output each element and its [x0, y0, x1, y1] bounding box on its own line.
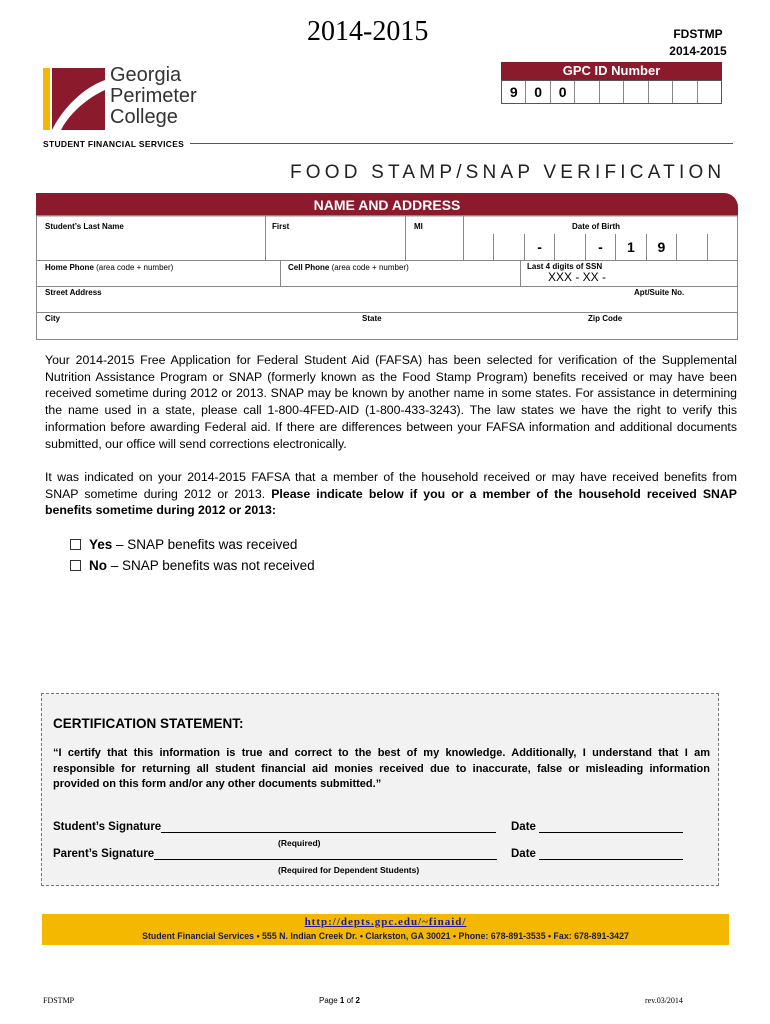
last-name-field[interactable]	[40, 232, 262, 258]
snap-question-plain: It was indicated on your 2014-2015 FAFSA that a member of the household received or may have received benefits from SNAP sometime during 2012 or 2013.	[45, 470, 737, 501]
parent-signature-field[interactable]	[154, 847, 497, 860]
home-phone-label-text: Home Phone	[45, 263, 94, 272]
header-divider	[190, 143, 733, 144]
parent-signature-row	[53, 847, 497, 860]
snap-question-paragraph	[45, 469, 737, 519]
parent-date-field[interactable]	[539, 847, 683, 860]
dob-label: Date of Birth	[572, 222, 620, 231]
gpc-id-digit[interactable]	[575, 81, 599, 103]
city-field[interactable]	[40, 324, 350, 338]
dob-cell[interactable]	[676, 234, 706, 260]
form-year-title: 2014-2015	[307, 16, 429, 47]
apt-suite-label: Apt/Suite No.	[634, 288, 685, 297]
yes-text: – SNAP benefits was received	[116, 537, 298, 552]
gpc-id-digit[interactable]	[649, 81, 673, 103]
student-signature-label: Student’s Signature	[53, 821, 162, 833]
certification-title: CERTIFICATION STATEMENT:	[53, 716, 244, 731]
parent-date-label: Date	[511, 848, 536, 860]
gpc-id-digit[interactable]	[698, 81, 721, 103]
street-address-label: Street Address	[45, 288, 102, 297]
form-col-divider	[405, 215, 406, 260]
page-prefix: Page	[319, 996, 340, 1005]
page-number	[319, 996, 360, 1005]
form-row-divider	[36, 260, 738, 261]
student-date-label: Date	[511, 821, 536, 833]
college-logo-icon	[43, 68, 105, 130]
gpc-id-digit[interactable]: 9	[502, 81, 526, 103]
home-phone-field[interactable]	[40, 272, 276, 285]
last-name-label: Student’s Last Name	[45, 222, 124, 231]
dob-cell: 1	[615, 234, 645, 260]
revision-date: rev.03/2014	[645, 996, 683, 1005]
office-address: Student Financial Services • 555 N. Indian Creek Dr. • Clarkston, GA 30021 • Phone: 678-891-3535 • Fax: 678-891-3427	[142, 931, 629, 941]
dob-cell[interactable]	[707, 234, 737, 260]
first-name-field[interactable]	[268, 232, 402, 258]
middle-initial-field[interactable]	[408, 232, 460, 258]
page-of: of	[344, 996, 356, 1005]
form-code-year: 2014-2015	[669, 44, 727, 58]
college-name-line: College	[110, 106, 178, 128]
no-text: – SNAP benefits was not received	[110, 558, 315, 573]
form-row-divider	[36, 312, 738, 313]
section-header-name-address: NAME AND ADDRESS	[36, 193, 738, 215]
college-name	[110, 65, 197, 128]
page-title: FOOD STAMP/SNAP VERIFICATION	[290, 162, 726, 183]
ssn-label: Last 4 digits of SSN	[527, 262, 603, 271]
student-signature-field[interactable]	[161, 820, 496, 833]
form-code-block	[668, 26, 728, 60]
form-code: FDSTMP	[673, 27, 723, 41]
form-col-divider	[520, 260, 521, 286]
student-signature-note: (Required)	[278, 838, 321, 848]
city-label: City	[45, 314, 61, 323]
page-current: 1	[339, 996, 345, 1005]
street-address-field[interactable]	[40, 298, 630, 311]
middle-initial-label: MI	[414, 222, 423, 231]
cell-phone-label	[288, 263, 409, 272]
certification-text: “I certify that this information is true and correct to the best of my knowledge. Additionally, I understand that I am responsible for returning all student financial aid monies received due to inaccurate, false or misleading information provided on this form and/or any other documents submitted.”	[53, 747, 710, 790]
dob-cell[interactable]	[554, 234, 584, 260]
first-name-label: First	[272, 222, 290, 231]
financial-aid-link[interactable]: http://depts.gpc.edu/~finaid/	[304, 916, 467, 928]
option-no[interactable]	[70, 558, 315, 573]
footer-form-code: FDSTMP	[43, 996, 75, 1005]
dob-cell[interactable]	[463, 234, 493, 260]
no-checkbox[interactable]	[70, 560, 81, 571]
form-col-divider	[265, 215, 266, 260]
gpc-id-digit[interactable]: 0	[526, 81, 550, 103]
student-signature-row	[53, 820, 496, 833]
form-col-divider	[280, 260, 281, 286]
cell-phone-hint: (area code + number)	[331, 263, 409, 272]
home-phone-hint: (area code + number)	[96, 263, 174, 272]
gpc-id-label: GPC ID Number	[501, 62, 722, 80]
dob-separator: -	[585, 234, 615, 260]
option-yes[interactable]	[70, 537, 297, 552]
dob-cell: 9	[646, 234, 676, 260]
department-name: STUDENT FINANCIAL SERVICES	[43, 139, 185, 149]
form-row-divider	[36, 286, 738, 287]
yes-checkbox[interactable]	[70, 539, 81, 550]
no-label: No	[89, 558, 107, 573]
dob-field[interactable]	[463, 234, 737, 260]
parent-date-row	[511, 847, 683, 860]
college-name-line: Perimeter	[110, 85, 197, 107]
parent-signature-note: (Required for Dependent Students)	[278, 865, 420, 875]
parent-signature-label: Parent’s Signature	[53, 848, 155, 860]
college-name-line: Georgia	[110, 64, 182, 86]
zip-code-label: Zip Code	[588, 314, 623, 323]
student-date-row	[511, 820, 683, 833]
dob-separator: -	[524, 234, 554, 260]
gpc-id-digit[interactable]	[600, 81, 624, 103]
snap-question-bold: Please indicate below if you or a member of the household received SNAP benefits sometime during 2012 or 2013:	[45, 486, 737, 518]
ssn-field[interactable]: XXX - XX -	[548, 270, 607, 284]
cell-phone-label-text: Cell Phone	[288, 263, 330, 272]
gpc-id-field[interactable]	[501, 80, 722, 104]
cell-phone-field[interactable]	[284, 272, 516, 285]
home-phone-label	[45, 263, 173, 272]
state-label: State	[362, 314, 382, 323]
gpc-id-digit[interactable]: 0	[551, 81, 575, 103]
verification-paragraph: Your 2014-2015 Free Application for Federal Student Aid (FAFSA) has been selected for verification of the Supplemental Nutrition Assistance Program or SNAP (formerly known as the Food Stamp Program) benefits received or may have been received sometime during 2012 or 2013. SNAP may be known by another name in some states. For assistance in determining the name used in a state, please call 1-800-4FED-AID (1-800-433-3243). The law states we have the right to verify this information before awarding Federal aid. If there are differences between your FAFSA information and additional documents submitted, our office will send corrections electronically.	[45, 353, 737, 451]
page-total: 2	[355, 996, 360, 1005]
gpc-id-digit[interactable]	[624, 81, 648, 103]
gpc-id-digit[interactable]	[673, 81, 697, 103]
dob-cell[interactable]	[493, 234, 523, 260]
student-date-field[interactable]	[539, 820, 683, 833]
yes-label: Yes	[89, 537, 113, 552]
